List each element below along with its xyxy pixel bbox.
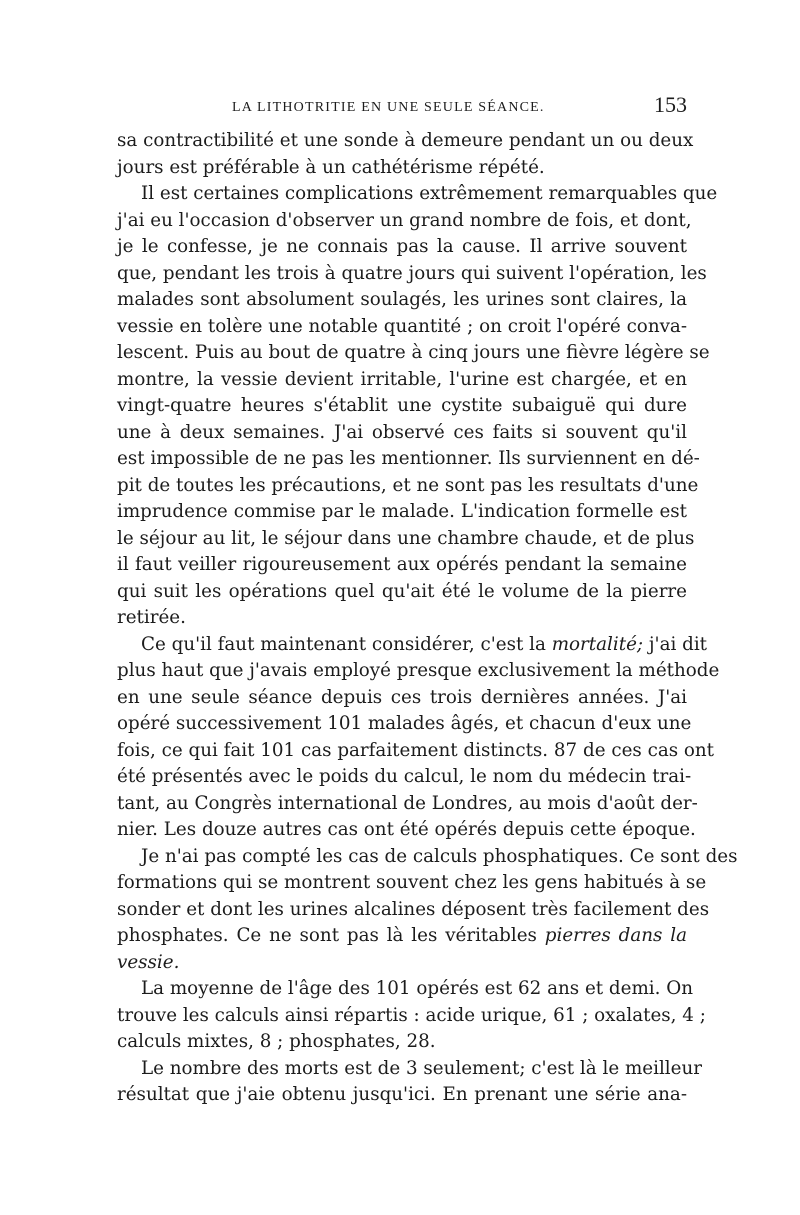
text-segment: Ce qu'il faut maintenant considérer, c'est la bbox=[141, 633, 552, 655]
page-number: 153 bbox=[654, 92, 687, 117]
text-line: opéré successivement 101 malades âgés, et chacun d'eux une bbox=[117, 713, 692, 734]
text-line: qui suit les opérations quel qu'ait été le volume de la pierre bbox=[117, 580, 687, 602]
text-line: que, pendant les trois à quatre jours qui suivent l'opération, les bbox=[117, 262, 707, 284]
text-line: Je n'ai pas compté les cas de calculs phosphatiques. Ce sont des bbox=[141, 845, 738, 867]
running-title: LA LITHOTRITIE EN UNE SEULE SÉANCE. bbox=[232, 100, 545, 115]
text-line bbox=[117, 923, 687, 950]
text-line: Le nombre des morts est de 3 seulement; c'est là le meilleur bbox=[141, 1057, 702, 1079]
text-line: plus haut que j'avais employé presque exclusivement la méthode bbox=[117, 660, 720, 681]
text-line: vessie en tolère une notable quantité ; on croit l'opéré conva- bbox=[117, 315, 687, 337]
italic-term: vessie. bbox=[117, 951, 180, 973]
text-line: est impossible de ne pas les mentionner. Ils surviennent en dé- bbox=[117, 448, 700, 469]
text-line: été présentés avec le poids du calcul, le nom du médecin trai- bbox=[117, 766, 692, 787]
text-line: une à deux semaines. J'ai observé ces faits si souvent qu'il bbox=[117, 421, 687, 443]
text-line: il faut veiller rigoureusement aux opérés pendant la semaine bbox=[117, 554, 687, 575]
running-head bbox=[117, 92, 687, 122]
text-line: nier. Les douze autres cas ont été opérés depuis cette époque. bbox=[117, 819, 696, 840]
text-line: en une seule séance depuis ces trois dernières années. J'ai bbox=[117, 686, 687, 708]
text-segment: j'ai dit bbox=[643, 633, 708, 655]
text-line bbox=[117, 950, 687, 977]
text-line: résultat que j'aie obtenu jusqu'ici. En prenant une série ana- bbox=[117, 1084, 687, 1105]
text-line: imprudence commise par le malade. L'indication formelle est bbox=[117, 501, 687, 522]
text-line: retirée. bbox=[117, 607, 186, 628]
italic-term: pierres dans la bbox=[544, 925, 688, 946]
text-line: montre, la vessie devient irritable, l'urine est chargée, et en bbox=[117, 368, 687, 390]
text-line: tant, au Congrès international de Londres, au mois d'août der- bbox=[117, 792, 698, 814]
text-line: trouve les calculs ainsi répartis : acide urique, 61 ; oxalates, 4 ; bbox=[117, 1004, 706, 1026]
text-line: fois, ce qui fait 101 cas parfaitement distincts. 87 de ces cas ont bbox=[117, 739, 715, 761]
text-line: sonder et dont les urines alcalines déposent très facilement des bbox=[117, 898, 710, 920]
text-line: j'ai eu l'occasion d'observer un grand nombre de fois, et dont, bbox=[117, 209, 692, 231]
text-line: lescent. Puis au bout de quatre à cinq jours une fièvre légère se bbox=[117, 342, 710, 363]
body-text bbox=[117, 128, 738, 1109]
text-line: Il est certaines complications extrêmement remarquables que bbox=[141, 183, 718, 204]
text-line bbox=[117, 632, 708, 659]
text-line: le séjour au lit, le séjour dans une chambre chaude, et de plus bbox=[117, 527, 695, 549]
text-line: malades sont absolument soulagés, les urines sont claires, la bbox=[117, 289, 687, 310]
text-line: vingt-quatre heures s'établit une cystite subaiguë qui dure bbox=[117, 395, 687, 416]
text-line: je le confesse, je ne connais pas la cause. Il arrive souvent bbox=[117, 236, 687, 257]
text-line: calculs mixtes, 8 ; phosphates, 28. bbox=[117, 1031, 436, 1052]
text-line: La moyenne de l'âge des 101 opérés est 62 ans et demi. On bbox=[141, 978, 694, 999]
italic-term: mortalité; bbox=[551, 633, 644, 655]
text-line: sa contractibilité et une sonde à demeure pendant un ou deux bbox=[117, 130, 694, 151]
text-line: jours est préférable à un cathétérisme répété. bbox=[117, 156, 545, 178]
text-line: formations qui se montrent souvent chez les gens habitués à se bbox=[117, 872, 707, 893]
text-line: pit de toutes les précautions, et ne sont pas les resultats d'une bbox=[117, 474, 699, 496]
text-segment: phosphates. Ce ne sont pas là les véritables bbox=[117, 925, 545, 946]
